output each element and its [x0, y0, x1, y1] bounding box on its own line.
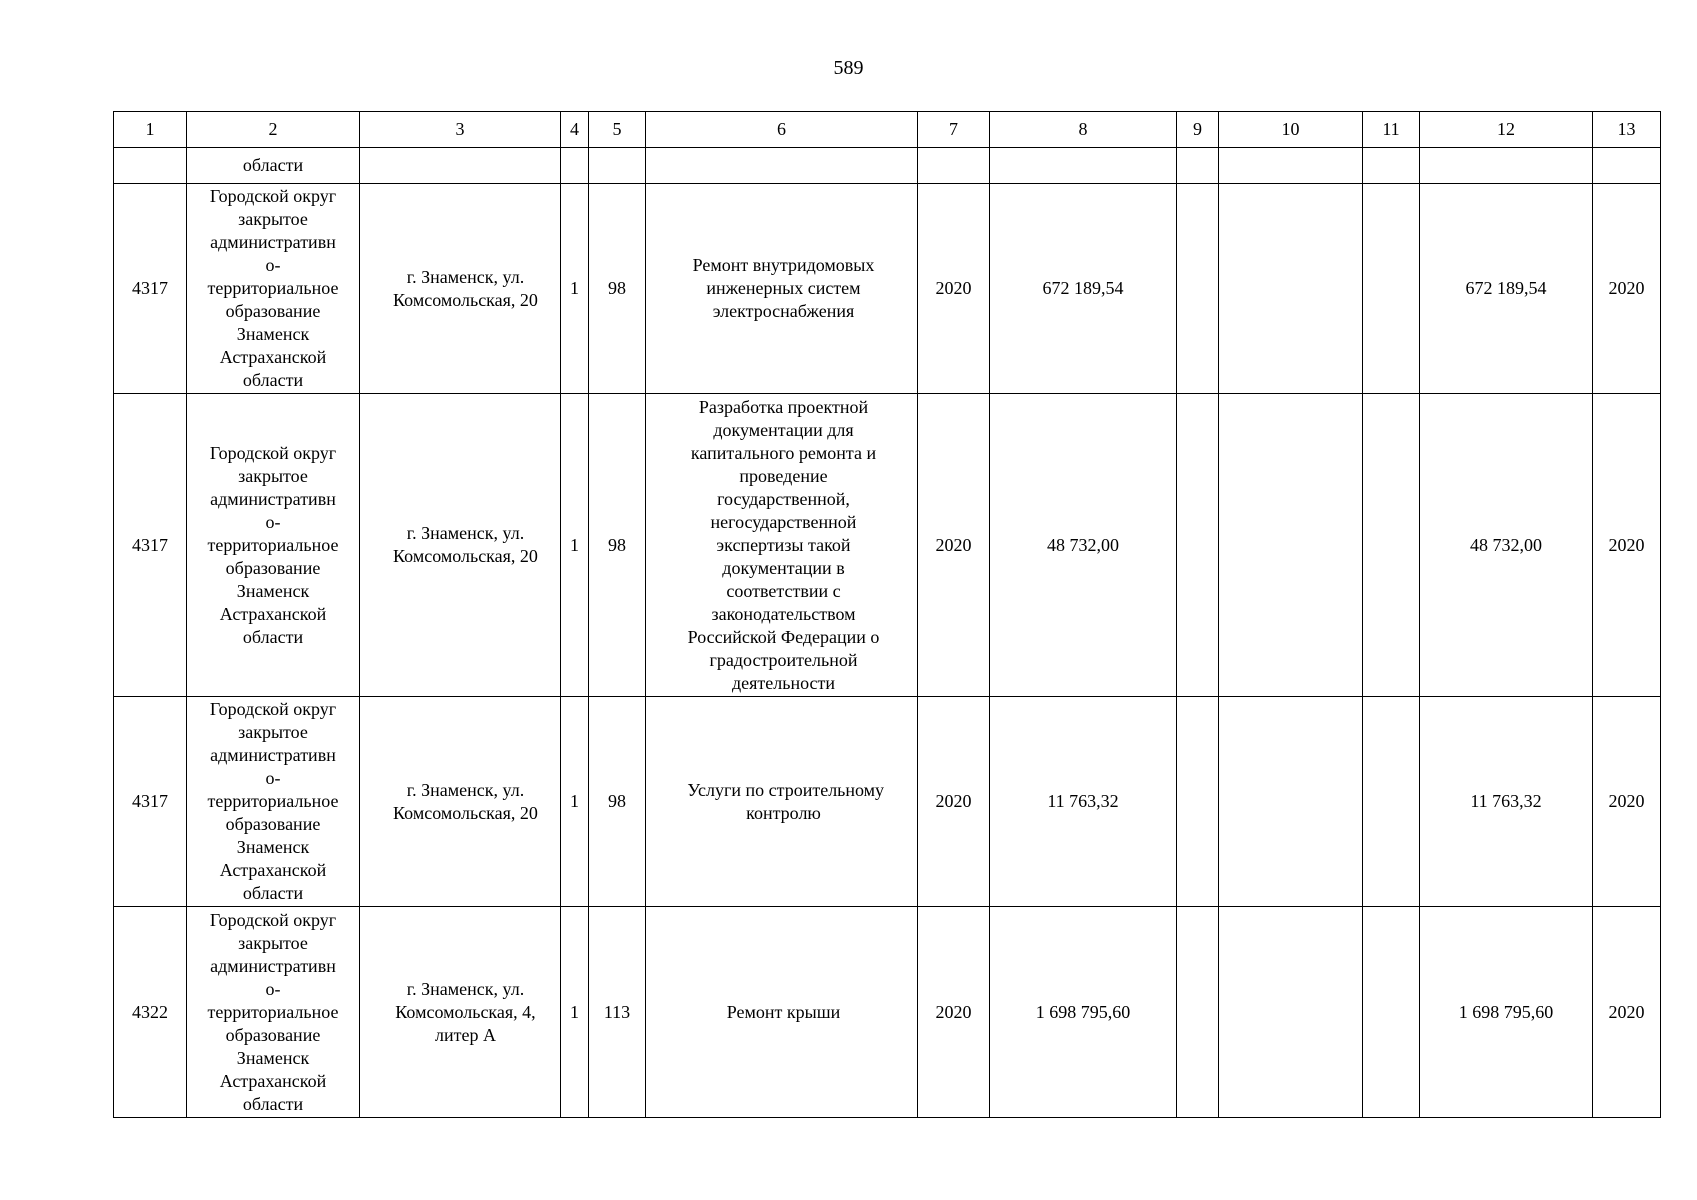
continuation-row — [114, 148, 1661, 184]
table-cell — [1363, 394, 1420, 697]
work-type-cell: Ремонт внутридомовых инженерных систем электроснабжения — [646, 184, 918, 394]
header-cell: 4 — [561, 112, 589, 148]
header-cell: 10 — [1219, 112, 1363, 148]
year-cell: 2020 — [918, 907, 990, 1118]
count-cell: 1 — [561, 184, 589, 394]
header-cell: 12 — [1420, 112, 1593, 148]
municipality-cell: Городской округ закрытое административн о- территориальное образование Знаменск Астраханской области — [187, 184, 360, 394]
table-cell — [1219, 184, 1363, 394]
column-number-header-row — [114, 112, 1661, 148]
year-cell: 2020 — [918, 394, 990, 697]
number-cell: 98 — [589, 184, 646, 394]
year-cell: 2020 — [918, 184, 990, 394]
table-cell — [561, 148, 589, 184]
work-type-cell: Разработка проектной документации для капитального ремонта и проведение государственной, негосударственной экспертизы такой документации в соответствии с законодательством Российской Федерации о градостроительной деятельности — [646, 394, 918, 697]
header-cell: 2 — [187, 112, 360, 148]
table-cell — [1177, 907, 1219, 1118]
table-cell — [1363, 184, 1420, 394]
cost-cell: 672 189,54 — [990, 184, 1177, 394]
header-cell: 3 — [360, 112, 561, 148]
table-cell — [1363, 148, 1420, 184]
amount-cell: 672 189,54 — [1420, 184, 1593, 394]
address-cell: г. Знаменск, ул. Комсомольская, 20 — [360, 394, 561, 697]
table-cell — [1219, 148, 1363, 184]
cost-cell: 11 763,32 — [990, 697, 1177, 907]
table-cell — [1219, 907, 1363, 1118]
amount-cell: 11 763,32 — [1420, 697, 1593, 907]
id-cell: 4317 — [114, 697, 187, 907]
id-cell: 4317 — [114, 184, 187, 394]
address-cell: г. Знаменск, ул. Комсомольская, 20 — [360, 697, 561, 907]
table-cell — [990, 148, 1177, 184]
amount-cell: 48 732,00 — [1420, 394, 1593, 697]
header-cell: 1 — [114, 112, 187, 148]
number-cell: 98 — [589, 697, 646, 907]
header-cell: 13 — [1593, 112, 1661, 148]
count-cell: 1 — [561, 907, 589, 1118]
municipality-cell: Городской округ закрытое административн о- территориальное образование Знаменск Астраханской области — [187, 907, 360, 1118]
id-cell: 4317 — [114, 394, 187, 697]
table-cell — [1219, 394, 1363, 697]
number-cell: 113 — [589, 907, 646, 1118]
header-cell: 9 — [1177, 112, 1219, 148]
amount-cell: 1 698 795,60 — [1420, 907, 1593, 1118]
work-type-cell: Ремонт крыши — [646, 907, 918, 1118]
table-cell — [918, 148, 990, 184]
table-row — [114, 184, 1661, 394]
count-cell: 1 — [561, 394, 589, 697]
table-cell — [1420, 148, 1593, 184]
table-row — [114, 697, 1661, 907]
header-cell: 11 — [1363, 112, 1420, 148]
year-cell: 2020 — [1593, 697, 1661, 907]
header-cell: 7 — [918, 112, 990, 148]
table-cell — [646, 148, 918, 184]
year-cell: 2020 — [918, 697, 990, 907]
header-cell: 8 — [990, 112, 1177, 148]
header-cell: 6 — [646, 112, 918, 148]
table-cell — [114, 148, 187, 184]
address-cell: г. Знаменск, ул. Комсомольская, 20 — [360, 184, 561, 394]
work-type-cell: Услуги по строительному контролю — [646, 697, 918, 907]
table-cell — [1363, 697, 1420, 907]
table-cell — [1363, 907, 1420, 1118]
table-cell — [1177, 148, 1219, 184]
data-table — [113, 111, 1661, 1118]
table-cell — [1219, 697, 1363, 907]
header-cell: 5 — [589, 112, 646, 148]
table-cell — [1593, 148, 1661, 184]
municipality-cell: области — [187, 148, 360, 184]
year-cell: 2020 — [1593, 907, 1661, 1118]
id-cell: 4322 — [114, 907, 187, 1118]
table-cell — [589, 148, 646, 184]
table-cell — [360, 148, 561, 184]
cost-cell: 1 698 795,60 — [990, 907, 1177, 1118]
table-cell — [1177, 184, 1219, 394]
table-row — [114, 394, 1661, 697]
year-cell: 2020 — [1593, 184, 1661, 394]
year-cell: 2020 — [1593, 394, 1661, 697]
address-cell: г. Знаменск, ул. Комсомольская, 4, литер А — [360, 907, 561, 1118]
cost-cell: 48 732,00 — [990, 394, 1177, 697]
municipality-cell: Городской округ закрытое административн о- территориальное образование Знаменск Астраханской области — [187, 394, 360, 697]
count-cell: 1 — [561, 697, 589, 907]
table-cell — [1177, 394, 1219, 697]
table-cell — [1177, 697, 1219, 907]
page-number: 589 — [833, 57, 864, 79]
municipality-cell: Городской округ закрытое административн о- территориальное образование Знаменск Астраханской области — [187, 697, 360, 907]
number-cell: 98 — [589, 394, 646, 697]
table-row — [114, 907, 1661, 1118]
